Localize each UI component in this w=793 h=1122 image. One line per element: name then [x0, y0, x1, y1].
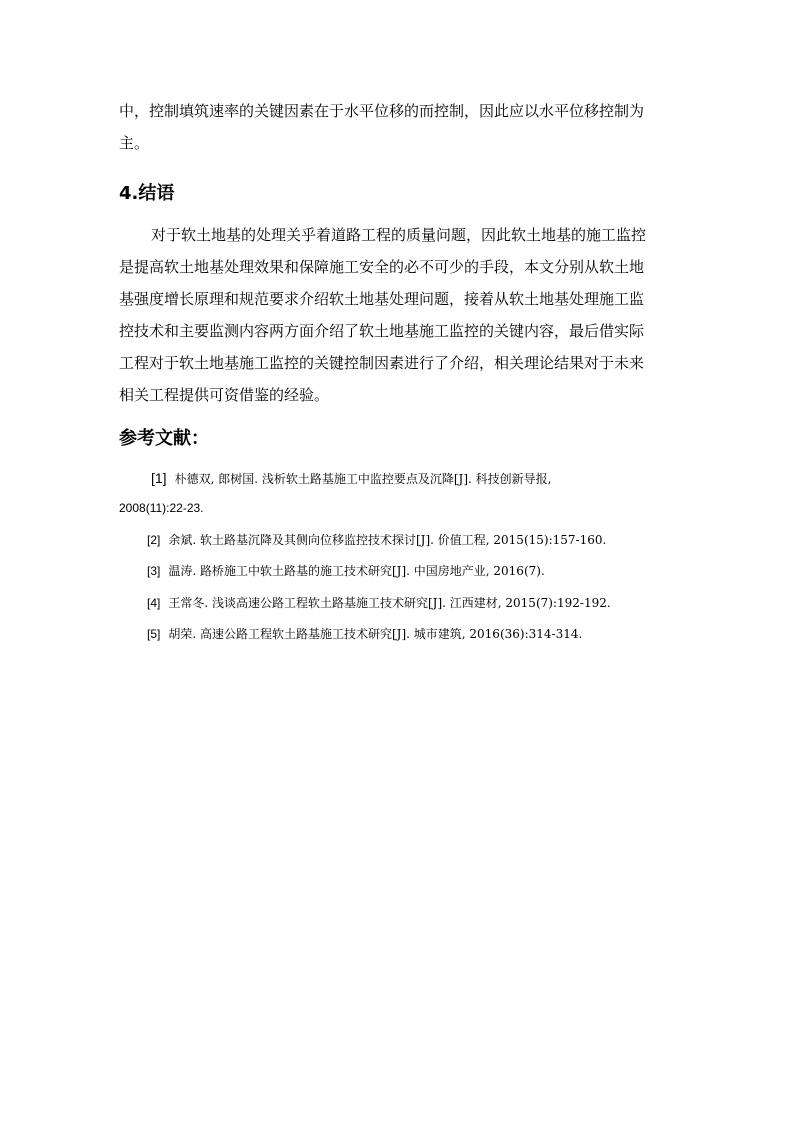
reference-number: [2] — [147, 533, 161, 547]
reference-item — [147, 625, 582, 643]
conclusion-heading: 4.结语 — [119, 183, 175, 204]
reference-text: 朴德双, 郎树国. 浅析软土路基施工中监控要点及沉降[J]. 科技创新导报, — [174, 472, 552, 486]
reference-continuation — [119, 499, 204, 517]
reference-text: 余斌. 软土路基沉降及其侧向位移监控技术探讨[J]. 价值工程, 2015(15):157-160. — [168, 533, 607, 547]
reference-number: [5] — [147, 627, 161, 641]
reference-item — [147, 562, 545, 580]
reference-continuation-text: 2008(11):22-23. — [119, 501, 204, 515]
paragraph-line: 主。 — [119, 134, 150, 152]
reference-number: [3] — [147, 564, 161, 578]
reference-item — [151, 469, 551, 488]
reference-text: 胡荣. 高速公路工程软土路基施工技术研究[J]. 城市建筑, 2016(36):314-314. — [168, 627, 583, 641]
reference-item — [147, 531, 606, 549]
paragraph-line: 是提高软土地基处理效果和保障施工安全的必不可少的手段，本文分别从软土地 — [119, 258, 645, 276]
paragraph-line: 相关工程提供可资借鉴的经验。 — [119, 386, 330, 404]
paragraph-line: 中，控制填筑速率的关键因素在于水平位移的而控制，因此应以水平位移控制为 — [119, 102, 645, 120]
references-heading: 参考文献： — [119, 428, 209, 449]
paragraph-line: 对于软土地基的处理关乎着道路工程的质量问题，因此软土地基的施工监控 — [151, 226, 647, 244]
paragraph-line: 基强度增长原理和规范要求介绍软土地基处理问题，接着从软土地基处理施工监 — [119, 290, 645, 308]
reference-text: 温涛. 路桥施工中软土路基的施工技术研究[J]. 中国房地产业, 2016(7). — [168, 564, 545, 578]
reference-text: 王常冬. 浅谈高速公路工程软土路基施工技术研究[J]. 江西建材, 2015(7):192-192. — [168, 596, 611, 610]
reference-number: [4] — [147, 596, 161, 610]
reference-item — [147, 594, 611, 612]
paragraph-line: 控技术和主要监测内容两方面介绍了软土地基施工监控的关键内容，最后借实际 — [119, 322, 645, 340]
paragraph-line: 工程对于软土地基施工监控的关键控制因素进行了介绍，相关理论结果对于未来 — [119, 354, 645, 372]
reference-number: [1] — [151, 470, 167, 486]
